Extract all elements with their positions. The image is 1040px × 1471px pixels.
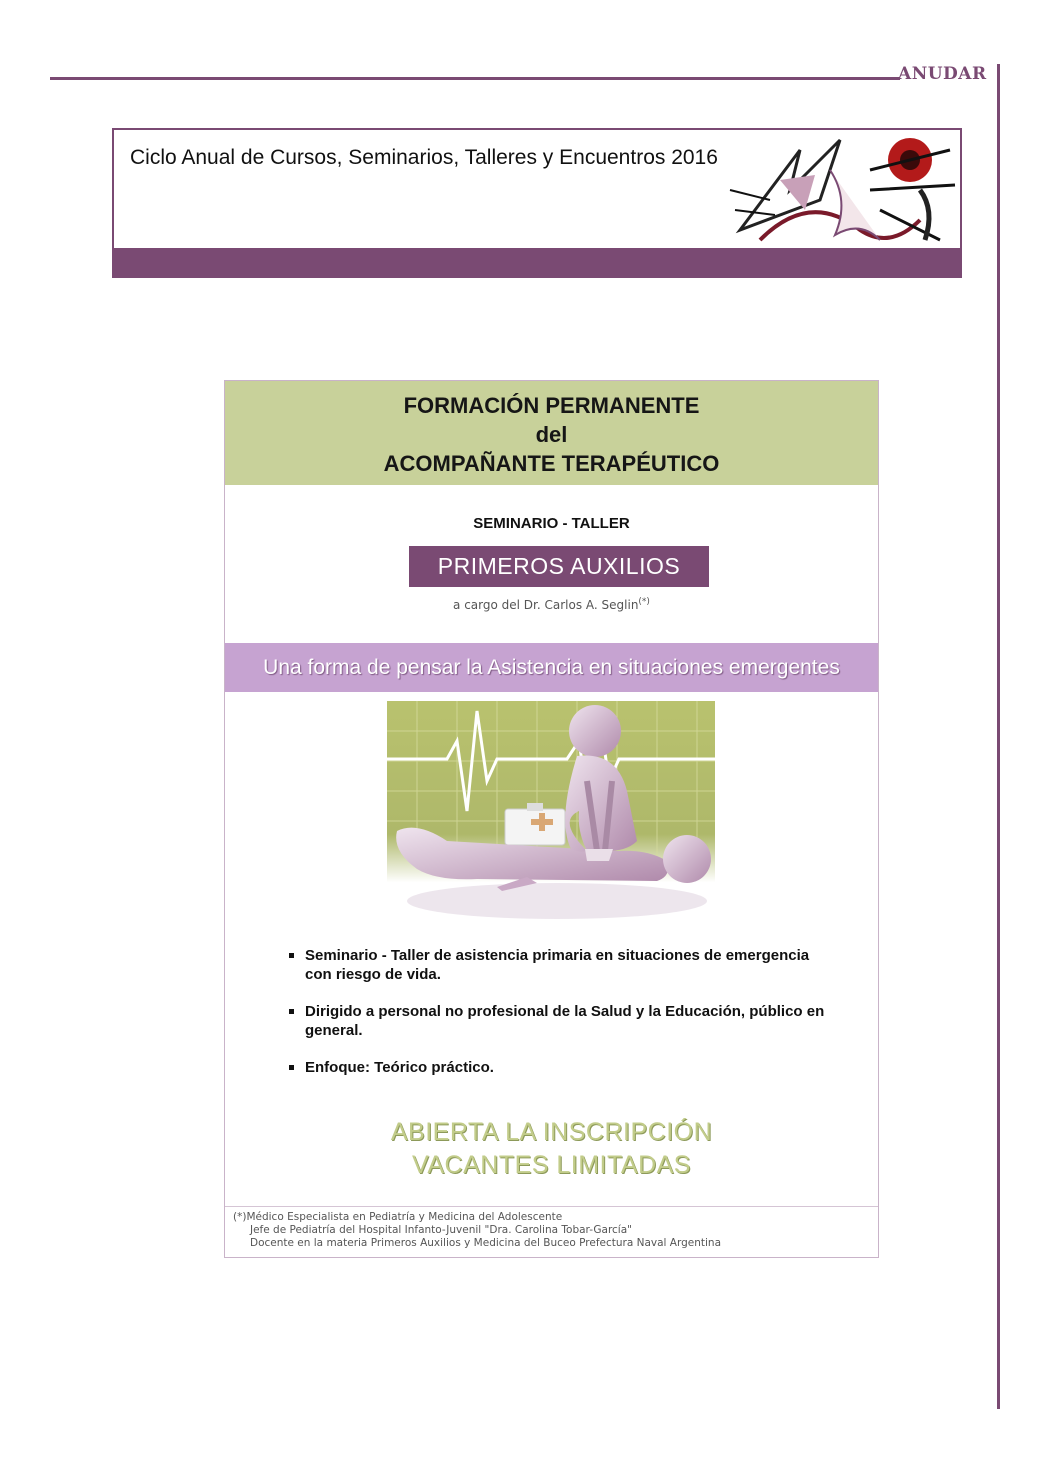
list-item	[289, 946, 829, 984]
bullet-square-icon	[289, 1009, 294, 1014]
footnote-mark: (*)	[233, 1211, 247, 1223]
list-item-text: Seminario - Taller de asistencia primaria en situaciones de emergencia con riesgo de vida.	[305, 947, 810, 983]
presenter	[225, 597, 878, 612]
presenter-footnote-mark: (*)	[638, 597, 650, 607]
anudar-logo: ANUDAR	[898, 64, 987, 84]
cta-line-2: VACANTES LIMITADAS	[412, 1151, 691, 1179]
tagline: Una forma de pensar la Asistencia en situaciones emergentes	[225, 643, 878, 692]
heading-line-2: del	[535, 422, 568, 447]
cta-line-1: ABIERTA LA INSCRIPCIÓN	[390, 1118, 713, 1146]
topic-box: PRIMEROS AUXILIOS	[409, 546, 709, 587]
feature-list	[289, 946, 829, 1095]
heading-line-3: ACOMPAÑANTE TERAPÉUTICO	[383, 451, 720, 476]
footnote-separator	[225, 1206, 878, 1207]
flyer-heading	[225, 381, 878, 485]
right-rule	[997, 64, 1000, 1409]
event-kind: SEMINARIO - TALLER	[473, 515, 630, 532]
heading-line-1: FORMACIÓN PERMANENTE	[403, 393, 700, 418]
footnote-line-1: Médico Especialista en Pediatría y Medicina del Adolescente	[246, 1211, 563, 1223]
list-item-text: Enfoque: Teórico práctico.	[305, 1059, 494, 1076]
cpr-illustration	[387, 701, 715, 943]
registration-call	[225, 1116, 878, 1182]
flyer	[224, 380, 879, 1258]
banner-title: Ciclo Anual de Cursos, Seminarios, Talleres y Encuentros 2016	[130, 146, 718, 169]
footnote-line-2: Jefe de Pediatría del Hospital Infanto-Juvenil "Dra. Carolina Tobar-García"	[250, 1224, 632, 1236]
banner-artwork	[720, 130, 960, 250]
banner-strip	[114, 248, 960, 276]
list-item-text: Dirigido a personal no profesional de la Salud y la Educación, público en general.	[305, 1003, 825, 1039]
footnote-line-3: Docente en la materia Primeros Auxilios y Medicina del Buceo Prefectura Naval Argentina	[250, 1237, 722, 1249]
banner	[112, 128, 962, 278]
list-item	[289, 1058, 829, 1077]
bullet-square-icon	[289, 953, 294, 958]
bullet-square-icon	[289, 1065, 294, 1070]
top-rule	[50, 77, 900, 80]
list-item	[289, 1002, 829, 1040]
presenter-text: a cargo del Dr. Carlos A. Seglin	[453, 598, 639, 612]
footnote	[233, 1211, 873, 1250]
